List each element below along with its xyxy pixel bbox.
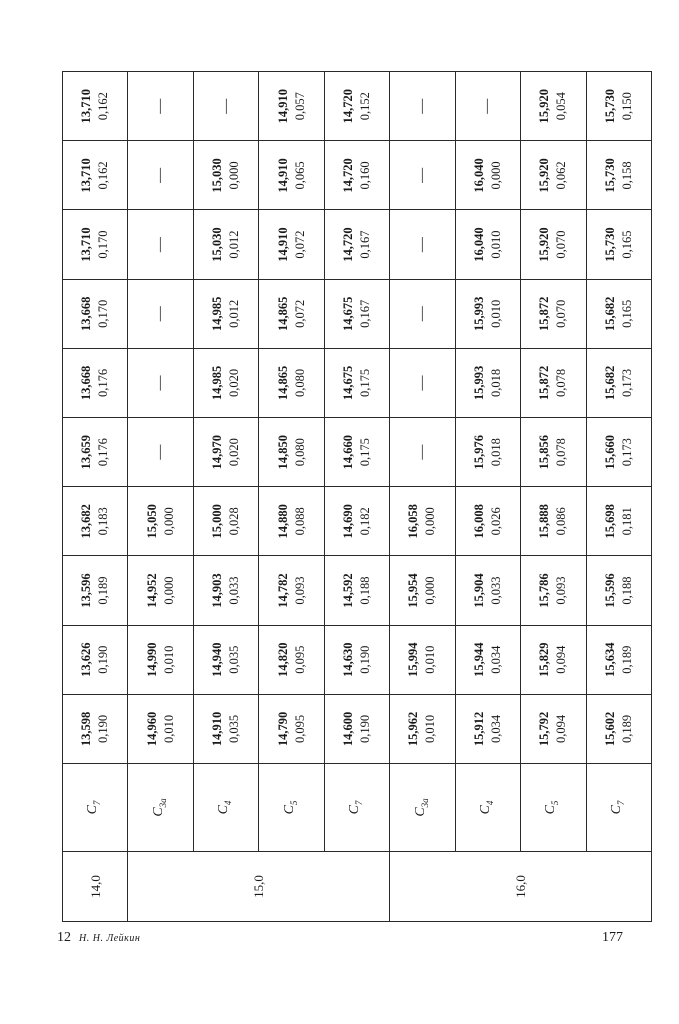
value-main: 14,675 [340,365,355,401]
value-cell [390,487,455,556]
component-label [259,764,324,852]
value-secondary: 0,183 [96,507,111,536]
value-cell [193,141,258,210]
value-main: 15,786 [537,573,552,608]
table-row [586,72,652,922]
empty-cell: — [128,418,193,487]
value-cell [193,694,258,763]
value-secondary: 0,065 [292,161,307,190]
value-main: 15,634 [602,642,617,677]
empty-cell: — [128,210,193,279]
value-secondary: 0,190 [96,714,111,743]
value-main: 14,865 [275,296,290,331]
component-subscript: 7 [353,800,364,806]
table-body [63,72,652,922]
value-main: 14,970 [210,434,225,470]
value-main: 14,820 [275,642,290,677]
value-main: 15,993 [471,365,486,401]
value-cell [455,348,520,417]
component-letter: C [543,805,559,815]
value-cell [586,141,652,210]
value-secondary: 0,190 [357,645,372,674]
component-letter: C [412,807,428,817]
value-secondary: 0,188 [357,576,372,605]
value-secondary: 0,010 [423,645,438,674]
component-label [324,764,389,852]
value-main: 16,040 [471,227,486,262]
value-secondary: 0,170 [96,299,111,328]
value-main: 13,668 [79,296,94,331]
table-row [390,72,455,922]
value-cell [455,556,520,625]
value-cell [324,141,389,210]
value-main: 15,730 [602,158,617,193]
value-main: 15,976 [471,434,486,470]
value-cell [63,487,128,556]
value-cell [259,556,324,625]
value-cell [63,556,128,625]
value-main: 14,940 [210,642,225,677]
component-letter: C [347,805,363,815]
value-secondary: 0,170 [96,230,111,259]
value-main: 13,668 [79,365,94,401]
value-secondary: 0,078 [554,368,569,398]
value-secondary: 0,093 [554,576,569,605]
value-secondary: 0,175 [357,368,372,398]
value-main: 14,675 [340,296,355,331]
value-main: 15,888 [537,504,552,539]
component-label [586,764,652,852]
value-main: 14,985 [210,296,225,331]
empty-cell: — [390,418,455,487]
value-secondary: 0,188 [619,576,634,605]
value-main: 16,040 [471,158,486,193]
value-cell [193,279,258,348]
value-secondary: 0,035 [227,645,242,674]
temperature-cell: 14,0 [63,852,128,922]
value-secondary: 0,020 [227,368,242,398]
value-main: 15,944 [471,642,486,677]
component-subscript: 4 [222,800,233,806]
value-cell [63,141,128,210]
value-secondary: 0,034 [488,714,503,743]
value-main: 14,880 [275,504,290,539]
value-secondary: 0,054 [554,92,569,121]
value-secondary: 0,167 [357,299,372,328]
value-secondary: 0,190 [357,714,372,743]
component-subscript: 7 [92,800,103,806]
value-cell [63,694,128,763]
component-letter: C [281,805,297,815]
component-label [521,764,586,852]
table-row [128,72,193,922]
empty-cell: — [128,72,193,141]
value-main: 16,008 [471,504,486,539]
value-secondary: 0,018 [488,368,503,398]
value-main: 13,596 [79,573,94,608]
value-main: 15,730 [602,89,617,124]
value-main: 15,994 [406,642,421,677]
value-main: 14,720 [340,227,355,262]
value-main: 15,730 [602,227,617,262]
value-main: 14,592 [340,573,355,608]
value-secondary: 0,000 [423,507,438,536]
value-cell [193,625,258,694]
value-cell [521,418,586,487]
value-main: 15,596 [602,573,617,608]
temperature-cell: 16,0 [390,852,652,922]
value-cell [63,348,128,417]
value-main: 14,990 [144,642,159,677]
value-main: 15,000 [210,504,225,539]
component-label [455,764,520,852]
value-main: 15,920 [537,158,552,193]
value-main: 13,710 [79,158,94,193]
value-secondary: 0,010 [488,230,503,259]
value-cell [586,279,652,348]
value-secondary: 0,078 [554,438,569,467]
value-secondary: 0,152 [357,92,372,121]
value-secondary: 0,033 [227,576,242,605]
value-cell [324,72,389,141]
value-main: 16,058 [406,504,421,539]
table-row [63,72,128,922]
value-secondary: 0,175 [357,438,372,467]
value-main: 14,910 [210,711,225,747]
value-main: 15,962 [406,711,421,747]
value-cell [63,625,128,694]
value-cell [521,72,586,141]
component-letter: C [477,805,493,815]
empty-cell: — [193,72,258,141]
value-main: 14,782 [275,573,290,608]
value-main: 14,910 [275,227,290,262]
value-cell [259,418,324,487]
value-main: 15,872 [537,296,552,331]
value-secondary: 0,158 [619,161,634,190]
value-secondary: 0,190 [96,645,111,674]
value-cell [193,487,258,556]
value-secondary: 0,086 [554,507,569,536]
value-secondary: 0,189 [619,714,634,743]
value-cell [455,210,520,279]
value-secondary: 0,000 [161,507,176,536]
value-secondary: 0,012 [227,299,242,328]
component-letter: C [216,805,232,815]
value-cell [521,279,586,348]
value-secondary: 0,062 [554,161,569,190]
value-main: 13,710 [79,227,94,262]
empty-cell: — [390,210,455,279]
empty-cell: — [128,348,193,417]
value-cell [324,625,389,694]
value-cell [324,210,389,279]
value-main: 15,920 [537,227,552,262]
value-main: 14,630 [340,642,355,677]
value-cell [521,141,586,210]
value-secondary: 0,057 [292,92,307,121]
value-secondary: 0,095 [292,645,307,674]
value-main: 14,600 [340,711,355,747]
value-secondary: 0,176 [96,438,111,467]
value-cell [259,694,324,763]
value-cell [390,556,455,625]
value-secondary: 0,176 [96,368,111,398]
value-main: 15,872 [537,365,552,401]
page-number: 177 [602,930,623,945]
table-row [193,72,258,922]
value-secondary: 0,010 [423,714,438,743]
value-cell [521,625,586,694]
value-secondary: 0,000 [161,576,176,605]
value-main: 14,720 [340,158,355,193]
value-cell [586,487,652,556]
value-cell [455,487,520,556]
value-secondary: 0,000 [488,161,503,190]
value-main: 15,030 [210,158,225,193]
value-main: 14,910 [275,89,290,124]
value-main: 15,904 [471,573,486,608]
value-cell [63,210,128,279]
value-secondary: 0,150 [619,92,634,121]
value-secondary: 0,080 [292,438,307,467]
value-cell [324,418,389,487]
value-main: 14,903 [210,573,225,608]
value-cell [259,487,324,556]
value-main: 15,050 [144,504,159,539]
value-secondary: 0,000 [227,161,242,190]
value-secondary: 0,094 [554,645,569,674]
value-cell [259,625,324,694]
value-main: 14,865 [275,365,290,401]
value-secondary: 0,033 [488,576,503,605]
value-cell [390,694,455,763]
value-cell [455,625,520,694]
value-secondary: 0,070 [554,299,569,328]
component-label [390,764,455,852]
value-secondary: 0,010 [161,714,176,743]
value-main: 13,682 [79,504,94,539]
value-cell [586,210,652,279]
value-secondary: 0,093 [292,576,307,605]
value-cell [128,487,193,556]
value-secondary: 0,026 [488,507,503,536]
value-main: 15,682 [602,296,617,331]
value-secondary: 0,181 [619,507,634,536]
footer-left [57,930,140,946]
value-secondary: 0,189 [96,576,111,605]
value-secondary: 0,012 [227,230,242,259]
value-main: 14,952 [144,573,159,608]
value-secondary: 0,088 [292,507,307,536]
value-cell [455,418,520,487]
value-main: 13,710 [79,89,94,124]
value-main: 14,850 [275,434,290,470]
temperature-cell: 15,0 [128,852,390,922]
value-cell [128,556,193,625]
value-cell [586,348,652,417]
value-cell [259,72,324,141]
value-secondary: 0,165 [619,230,634,259]
value-main: 13,626 [79,642,94,677]
empty-cell: — [128,141,193,210]
value-main: 13,598 [79,711,94,747]
value-cell [193,418,258,487]
component-subscript: 3a [419,798,430,808]
value-secondary: 0,018 [488,438,503,467]
value-cell [259,348,324,417]
value-secondary: 0,072 [292,230,307,259]
component-label [193,764,258,852]
value-main: 14,720 [340,89,355,124]
table-row [259,72,324,922]
value-secondary: 0,173 [619,368,634,398]
value-cell [586,418,652,487]
value-cell [63,279,128,348]
value-main: 15,698 [602,504,617,539]
value-secondary: 0,189 [619,645,634,674]
value-cell [324,487,389,556]
value-main: 15,829 [537,642,552,677]
data-table [62,71,652,922]
value-secondary: 0,162 [96,161,111,190]
value-cell [193,556,258,625]
component-label [128,764,193,852]
value-cell [521,210,586,279]
value-main: 15,792 [537,711,552,747]
value-cell [324,694,389,763]
value-cell [324,556,389,625]
value-secondary: 0,020 [227,438,242,467]
value-cell [521,556,586,625]
value-cell [63,72,128,141]
value-secondary: 0,000 [423,576,438,605]
value-main: 14,910 [275,158,290,193]
footer-left-number: 12 [57,930,71,945]
value-cell [455,279,520,348]
component-label [63,764,128,852]
component-letter: C [85,805,101,815]
value-main: 14,690 [340,504,355,539]
value-main: 14,790 [275,711,290,747]
value-main: 15,602 [602,711,617,747]
value-secondary: 0,034 [488,645,503,674]
value-cell [259,141,324,210]
empty-cell: — [390,72,455,141]
value-cell [455,694,520,763]
value-secondary: 0,028 [227,507,242,536]
footer-author: Н. Н. Лейкин [79,933,141,944]
value-main: 14,985 [210,365,225,401]
value-cell [586,694,652,763]
value-secondary: 0,182 [357,507,372,536]
value-secondary: 0,010 [488,299,503,328]
value-main: 15,993 [471,296,486,331]
value-cell [390,625,455,694]
table-row [455,72,520,922]
value-secondary: 0,080 [292,368,307,398]
value-cell [259,279,324,348]
rotated-table-wrapper [62,72,652,922]
value-secondary: 0,035 [227,714,242,743]
value-cell [324,279,389,348]
value-main: 15,030 [210,227,225,262]
value-cell [586,625,652,694]
empty-cell: — [390,141,455,210]
component-subscript: 3a [157,798,168,808]
component-subscript: 7 [615,800,626,806]
value-cell [586,72,652,141]
value-secondary: 0,160 [357,161,372,190]
value-cell [128,625,193,694]
value-cell [586,556,652,625]
value-secondary: 0,095 [292,714,307,743]
table-row [521,72,586,922]
value-secondary: 0,173 [619,438,634,467]
value-cell [324,348,389,417]
component-subscript: 5 [288,800,299,806]
value-main: 13,659 [79,434,94,470]
value-main: 15,920 [537,89,552,124]
value-cell [193,210,258,279]
value-cell [455,141,520,210]
value-secondary: 0,162 [96,92,111,121]
value-cell [259,210,324,279]
value-main: 15,682 [602,365,617,401]
empty-cell: — [390,279,455,348]
value-cell [128,694,193,763]
value-secondary: 0,010 [161,645,176,674]
value-cell [521,694,586,763]
empty-cell: — [390,348,455,417]
value-main: 14,660 [340,434,355,470]
value-main: 15,912 [471,711,486,747]
empty-cell: — [128,279,193,348]
component-letter: C [150,807,166,817]
value-secondary: 0,072 [292,299,307,328]
value-cell [193,348,258,417]
component-letter: C [608,805,624,815]
value-main: 15,954 [406,573,421,608]
value-cell [521,487,586,556]
value-secondary: 0,094 [554,714,569,743]
value-secondary: 0,165 [619,299,634,328]
value-main: 14,960 [144,711,159,747]
value-main: 15,660 [602,434,617,470]
value-cell [63,418,128,487]
value-secondary: 0,070 [554,230,569,259]
empty-cell: — [455,72,520,141]
value-secondary: 0,167 [357,230,372,259]
value-main: 15,856 [537,434,552,470]
component-subscript: 4 [484,800,495,806]
table-row [324,72,389,922]
component-subscript: 5 [550,800,561,806]
value-cell [521,348,586,417]
